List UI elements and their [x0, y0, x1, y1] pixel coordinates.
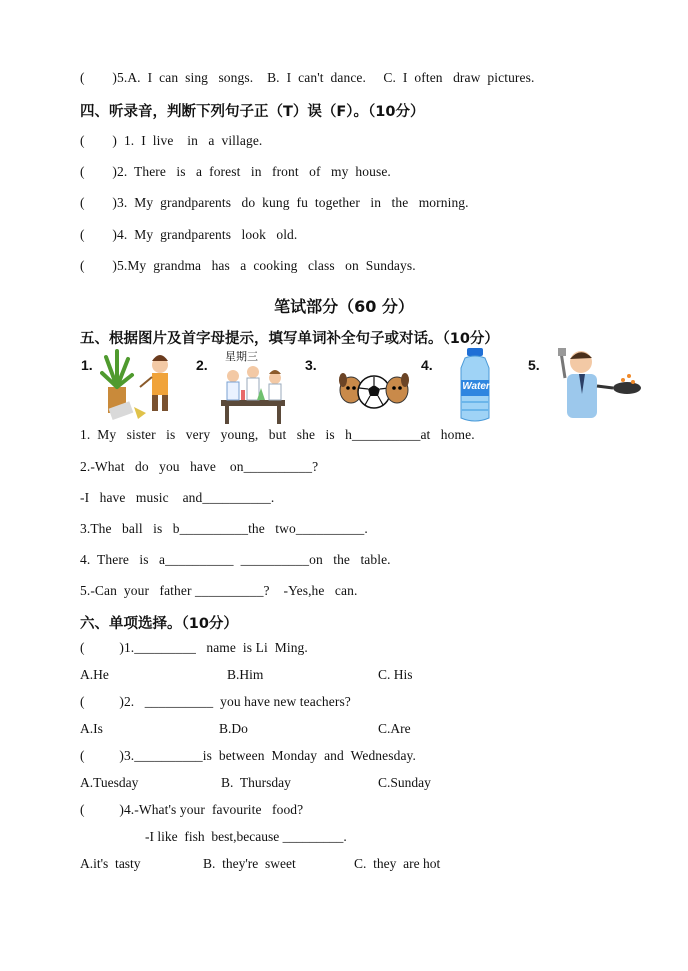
picture-caption-wednesday: 星期三 [225, 350, 258, 363]
tf-item-1: ( ) 1. I live in a village. [80, 133, 263, 148]
section6-title: 六、单项选择。（10分） [80, 616, 238, 632]
q4-option-c: C. they are hot [354, 856, 441, 871]
choice-question-3: ( )3.__________is between Monday and Wednesday. [80, 748, 416, 763]
tf-item-5: ( )5.My grandma has a cooking class on Sundays. [80, 258, 416, 273]
picture-number-4: 4. [421, 357, 433, 373]
fill-sentence-5: 5.-Can your father __________? -Yes,he can. [80, 583, 358, 598]
tf-item-4: ( )4. My grandparents look old. [80, 227, 298, 242]
q3-option-a: A.Tuesday [80, 775, 139, 790]
fill-sentence-2: 2.-What do you have on__________? [80, 459, 319, 474]
ball-between-dogs-picture [338, 366, 410, 412]
water-label: Water [462, 381, 490, 392]
section5-title: 五、根据图片及首字母提示，填写单词补全句子或对话。（10分） [80, 331, 499, 347]
q2-option-a: A.Is [80, 721, 103, 736]
choice-question-1: ( )1._________ name is Li Ming. [80, 640, 308, 655]
section4-title: 四、听录音，判断下列句子正（T）误（F）。（10分） [80, 104, 425, 120]
cleaning-girl-picture [100, 347, 180, 423]
fill-sentence-3: 3.The ball is b__________the two__________. [80, 521, 368, 536]
written-part-title: 笔试部分（60 分） [274, 297, 414, 316]
listening-item-5: ( )5.A. I can sing songs. B. I can't dance. C. I often draw pictures. [80, 70, 535, 85]
fill-sentence-4: 4. There is a__________ __________on the table. [80, 552, 391, 567]
q1-option-c: C. His [378, 667, 413, 682]
tf-item-2: ( )2. There is a forest in front of my house. [80, 164, 391, 179]
picture-number-3: 3. [305, 357, 317, 373]
q3-option-c: C.Sunday [378, 775, 431, 790]
q3-option-b: B. Thursday [221, 775, 291, 790]
q4-option-a: A.it's tasty [80, 856, 141, 871]
choice-question-2: ( )2. __________ you have new teachers? [80, 694, 351, 709]
science-lab-picture [213, 364, 293, 426]
q1-option-b: B.Him [227, 667, 264, 682]
picture-number-5: 5. [528, 357, 540, 373]
picture-number-2: 2. [196, 357, 208, 373]
fill-sentence-1: 1. My sister is very young, but she is h__________at home. [80, 427, 475, 442]
picture-number-1: 1. [81, 357, 93, 373]
choice-question-4: ( )4.-What's your favourite food? [80, 802, 304, 817]
q2-option-b: B.Do [219, 721, 248, 736]
cooking-man-picture [553, 348, 645, 422]
q2-option-c: C.Are [378, 721, 411, 736]
choice-question-4-response: -I like fish best,because _________. [145, 829, 347, 844]
q4-option-b: B. they're sweet [203, 856, 296, 871]
fill-sentence-2b: -I have music and__________. [80, 490, 275, 505]
q1-option-a: A.He [80, 667, 109, 682]
tf-item-3: ( )3. My grandparents do kung fu together in the morning. [80, 195, 469, 210]
